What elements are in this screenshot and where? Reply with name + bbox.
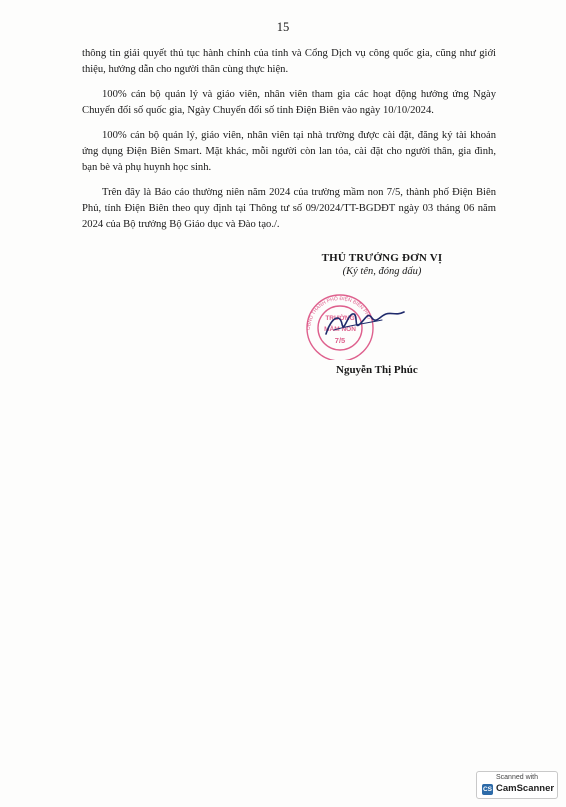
paragraph-2: 100% cán bộ quản lý và giáo viên, nhân viên tham gia các hoạt động hưởng ứng Ngày Chuyển đổi số quốc gia, Ngày Chuyển đổi số tỉnh Điện Biên vào ngày 10/10/2024. xyxy=(82,89,496,116)
stamp-line-3: 7/5 xyxy=(334,336,346,345)
body-text xyxy=(82,46,496,242)
paragraph-4: Trên đây là Báo cáo thường niên năm 2024 của trường mầm non 7/5, thành phố Điện Biên Phủ, tỉnh Điện Biên theo quy định tại Thông tư số 09/2024/TT-BGDĐT ngày 03 tháng 06 năm 2024 của Bộ trưởng Bộ Giáo dục và Đào tạo./. xyxy=(82,187,496,230)
camscanner-logo-icon: CS xyxy=(482,786,493,793)
signature-header xyxy=(292,252,472,277)
stamp-line-2: MẦM NON xyxy=(324,326,356,333)
signer-name: Nguyễn Thị Phúc xyxy=(336,364,418,376)
paragraph-3: 100% cán bộ quản lý, giáo viên, nhân viên tại nhà trường được cài đặt, đăng ký tài khoản ứng dụng Điện Biên Smart. Mặt khác, mỗi người còn lan tỏa, cài đặt cho người thân, gia đình, bạn bè và phụ huynh học sinh. xyxy=(82,130,496,173)
stamp-line-1: TRƯỜNG xyxy=(325,315,355,322)
stamp-outer-text: UBND THÀNH PHỐ ĐIỆN BIÊN PHỦ xyxy=(305,295,372,331)
signature-title: THỦ TRƯỞNG ĐƠN VỊ xyxy=(321,252,443,264)
badge-top-text: Scanned with xyxy=(495,774,539,781)
svg-text:UBND THÀNH PHỐ ĐIỆN BIÊN PHỦ xyxy=(306,294,373,330)
camscanner-badge xyxy=(476,771,558,799)
stamp-and-signature xyxy=(296,290,416,360)
badge-name-text: CamScanner xyxy=(496,783,555,794)
page-number: 15 xyxy=(276,20,290,34)
paragraph-1: thông tin giải quyết thủ tục hành chính của tỉnh và Cổng Dịch vụ công quốc gia, cũng như giới thiệu, hướng dẫn cho người thân cùng thực hiện. xyxy=(82,48,496,75)
signature-subtitle: (Ký tên, đóng dấu) xyxy=(342,266,422,277)
